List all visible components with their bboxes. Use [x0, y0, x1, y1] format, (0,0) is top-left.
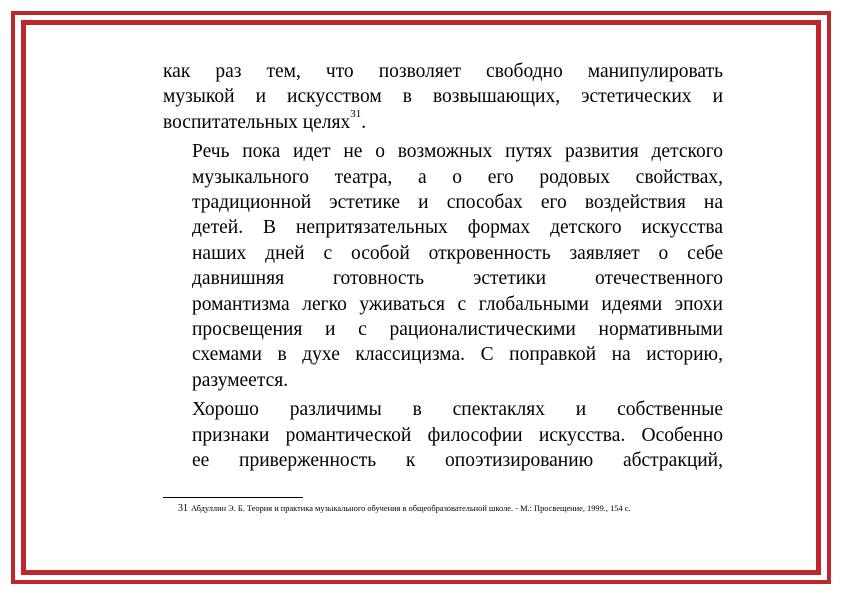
paragraph-1 — [163, 59, 723, 135]
text-line: схемами в духе классицизма. С поправкой на историю, — [192, 344, 723, 366]
text-line: просвещения и с рационалистическими нормативными — [192, 319, 723, 341]
paragraph-3 — [163, 397, 723, 473]
body-text — [163, 59, 723, 478]
footnote-reference: 31 — [350, 108, 362, 121]
text-line: давнишняя готовность эстетики отечественного — [192, 268, 723, 290]
text-line: как раз тем, что позволяет свободно манипулировать — [163, 61, 723, 82]
text-line: традиционной эстетике и способах его воздействия на — [192, 192, 723, 214]
text-line: ее приверженность к опоэтизированию абстракций, — [192, 450, 723, 472]
sentence-end: . — [361, 111, 367, 133]
text-line: разумеется. — [192, 369, 289, 391]
footnote-separator — [163, 497, 303, 498]
text-line: музыкой и искусством в возвышающих, эстетических и — [163, 86, 723, 108]
text-line: Речь пока идет не о возможных путях развития детского — [192, 141, 723, 163]
text-line: музыкального театра, а о его родовых свойствах, — [192, 166, 723, 188]
text-line: признаки романтической философии искусства. Особенно — [192, 424, 723, 446]
text-line-content: воспитательных целях — [163, 111, 351, 133]
text-line: романтизма легко уживаться с глобальными идеями эпохи — [192, 293, 723, 315]
text-line — [163, 110, 723, 135]
text-line: детей. В непритязательных формах детского искусства — [192, 217, 723, 239]
text-line: Хорошо различимы в спектаклях и собственные — [192, 399, 723, 421]
footnote-text: Абдуллин Э. Б. Теория и практика музыкального обучения в общеобразовательной школе. - М.: Просвещение, 1999., 154 с. — [191, 504, 631, 513]
footnote — [178, 503, 738, 514]
paragraph-2 — [163, 139, 723, 393]
text-line: наших дней с особой откровенность заявляет о себе — [192, 242, 723, 264]
footnote-number: 31 — [178, 503, 188, 514]
